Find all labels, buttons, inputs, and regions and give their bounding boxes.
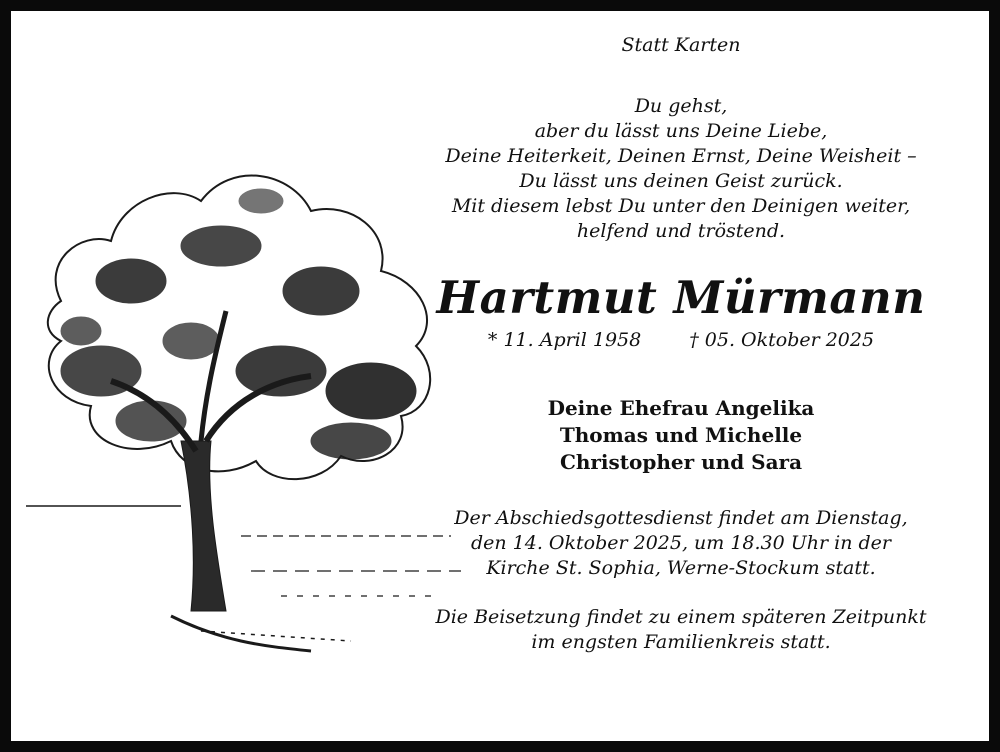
birth-date: * 11. April 1958 [487, 329, 642, 351]
poem-line: Mit diesem lebst Du unter den Deinigen weiter, [451, 195, 911, 217]
service-line: Kirche St. Sophia, Werne-Stockum statt. [486, 557, 876, 579]
poem-line: aber du lässt uns Deine Liebe, [534, 120, 828, 142]
obituary-text [431, 33, 931, 655]
notice-header: Statt Karten [621, 34, 741, 56]
burial-line: im engsten Familienkreis statt. [531, 631, 831, 653]
life-dates [431, 327, 931, 353]
family-line: Christopher und Sara [559, 450, 803, 474]
death-date: † 05. Oktober 2025 [689, 329, 875, 351]
poem [431, 94, 931, 244]
family-line: Thomas und Michelle [559, 423, 803, 447]
family-line: Deine Ehefrau Angelika [547, 396, 815, 420]
service-info [431, 506, 931, 581]
service-line: den 14. Oktober 2025, um 18.30 Uhr in der [470, 532, 891, 554]
burial-line: Die Beisetzung findet zu einem späteren Zeitpunkt [435, 606, 927, 628]
burial-info [431, 605, 931, 655]
family-list [431, 395, 931, 476]
poem-line: Du lässt uns deinen Geist zurück. [519, 170, 843, 192]
poem-line: Deine Heiterkeit, Deinen Ernst, Deine Weisheit – [445, 145, 917, 167]
deceased-name: Hartmut Mürmann [436, 271, 926, 324]
service-line: Der Abschiedsgottesdienst findet am Dienstag, [454, 507, 908, 529]
tree-illustration-icon [21, 141, 471, 661]
poem-line: helfend und tröstend. [576, 220, 786, 242]
poem-line: Du gehst, [634, 95, 728, 117]
